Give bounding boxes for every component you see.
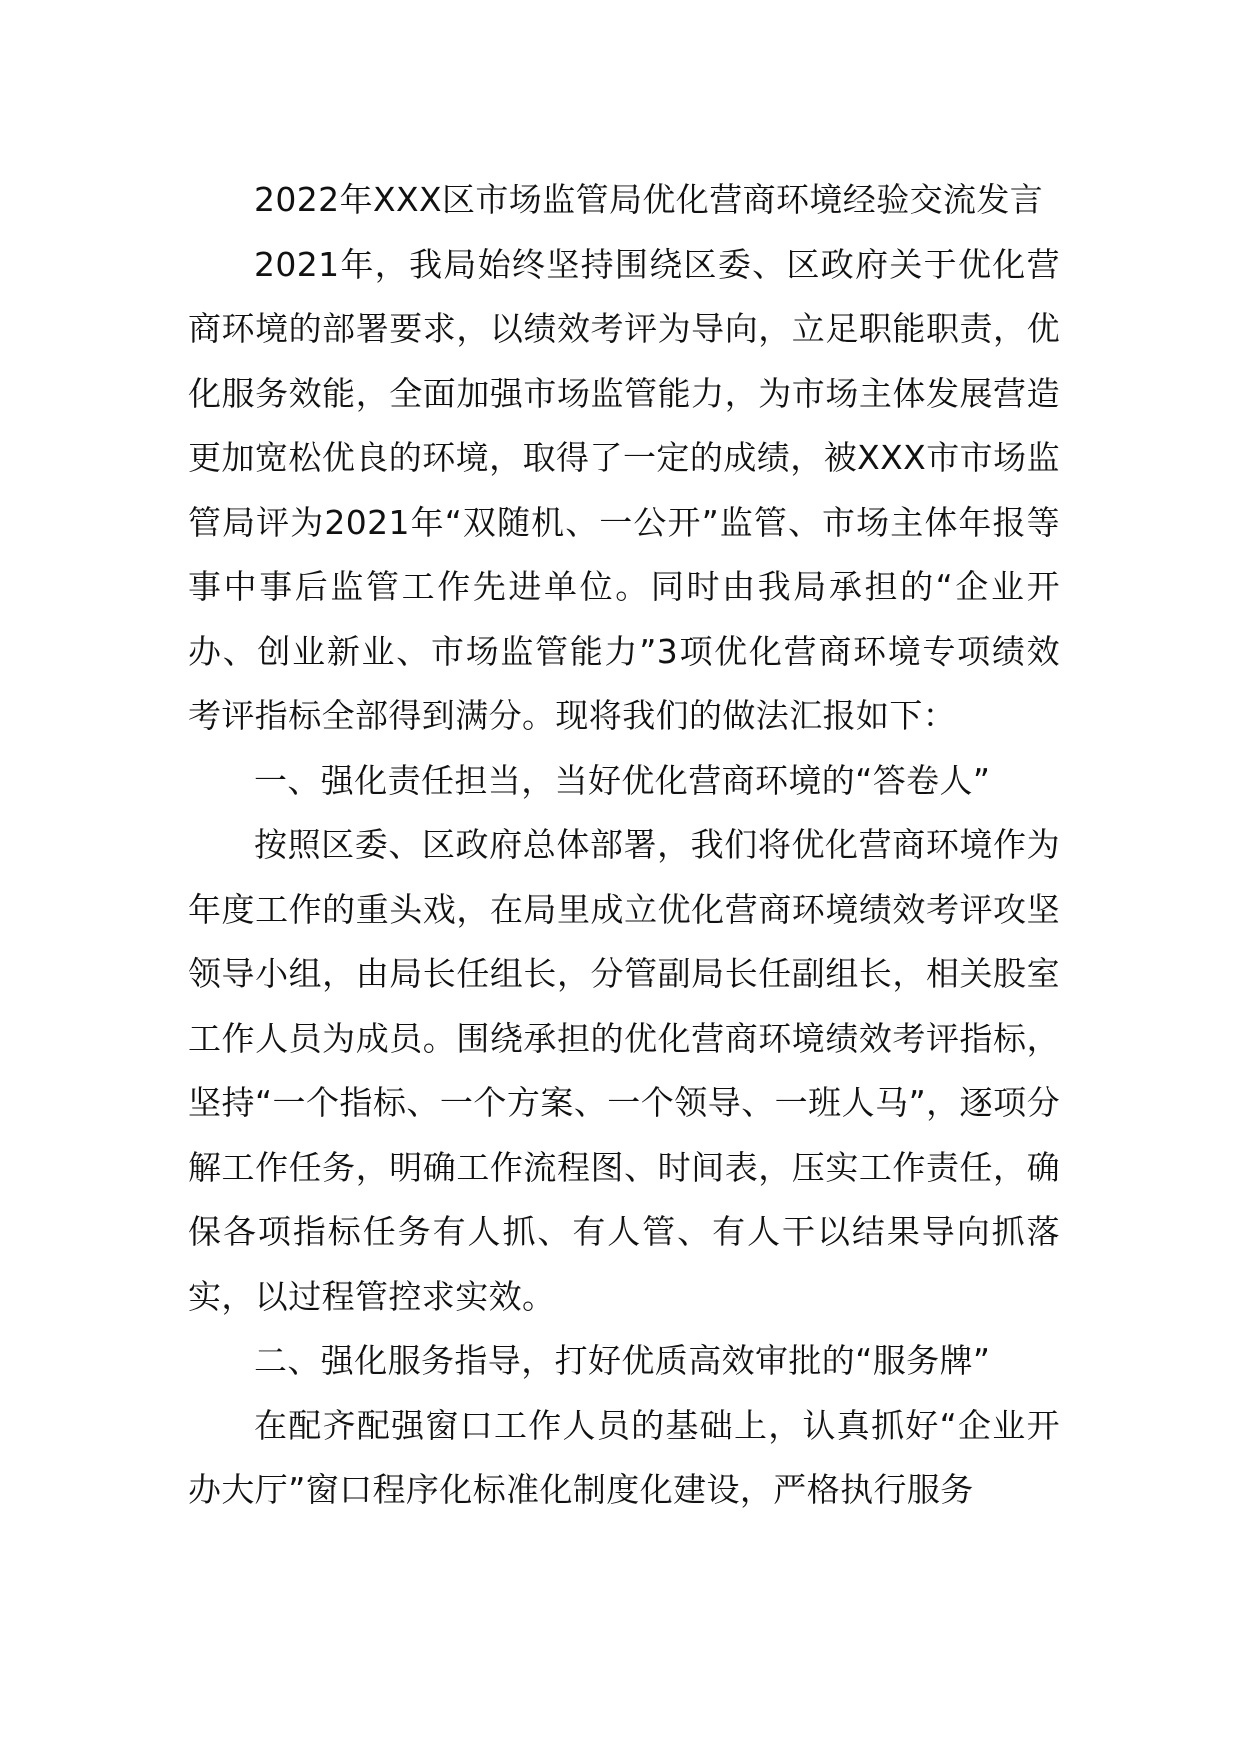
paragraph-intro: 2021年，我局始终坚持围绕区委、区政府关于优化营商环境的部署要求，以绩效考评为导向，立足职能职责，优化服务效能，全面加强市场监管能力，为市场主体发展营造更加宽松优良的环境，取得了一定的成绩，被XXX市市场监管局评为2021年“双随机、一公开”监管、市场主体年报等事中事后监管工作先进单位。同时由我局承担的“企业开办、创业新业、市场监管能力”3项优化营商环境专项绩效考评指标全部得到满分。现将我们的做法汇报如下： [188,244,1060,735]
paragraph-section-1: 按照区委、区政府总体部署，我们将优化营商环境作为年度工作的重头戏，在局里成立优化营商环境绩效考评攻坚领导小组，由局长任组长，分管副局长任副组长，相关股室工作人员为成员。围绕承担的优化营商环境绩效考评指标，坚持“一个指标、一个方案、一个领导、一班人马”，逐项分解工作任务，明确工作流程图、时间表，压实工作责任，确保各项指标任务有人抓、有人管、有人干以结果导向抓落实，以过程管控求实效。 [188,825,1060,1316]
document-body [188,168,1060,1523]
document-title: 2022年XXX区市场监管局优化营商环境经验交流发言 [254,180,1044,219]
section-heading-1: 一、强化责任担当，当好优化营商环境的“答卷人” [254,760,991,800]
section-heading-2: 二、强化服务指导，打好优质高效审批的“服务牌” [254,1341,991,1380]
paragraph-section-2: 在配齐配强窗口工作人员的基础上，认真抓好“企业开办大厅”窗口程序化标准化制度化建设，严格执行服务 [188,1405,1060,1509]
